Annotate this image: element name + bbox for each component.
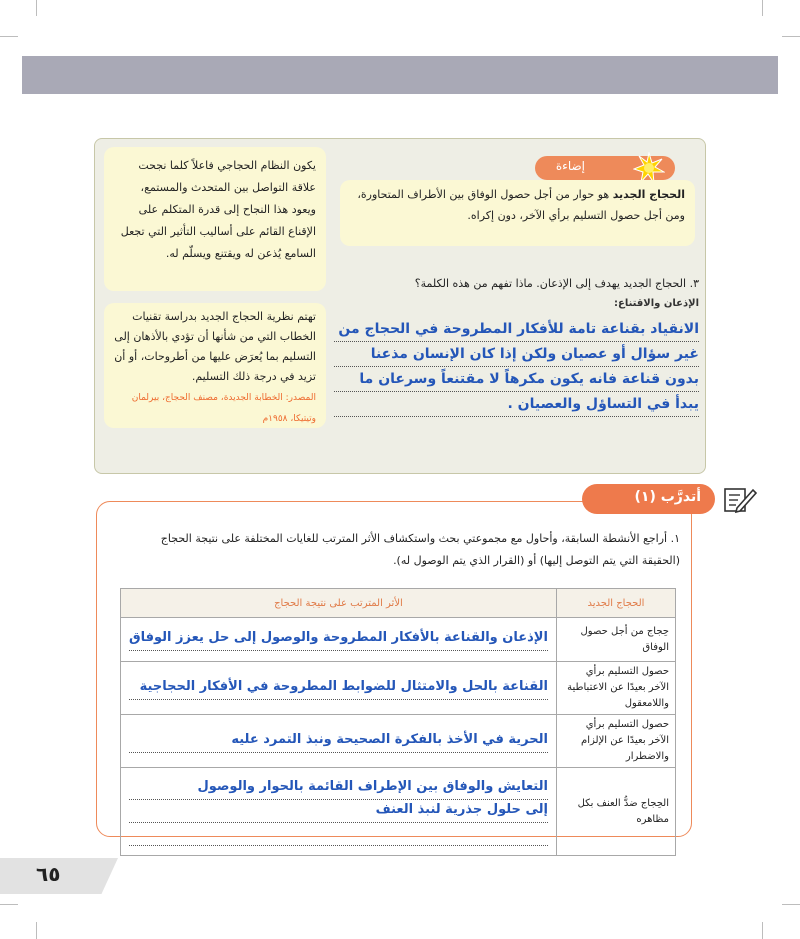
table-header-effect: الأثر المترتب على نتيجة الحجاج bbox=[121, 589, 557, 618]
illumination-card bbox=[340, 180, 695, 246]
table-row bbox=[121, 715, 676, 768]
answer-line: الإذعان والقناعة بالأفكار المطروحة والوصول إلى حل يعزز الوفاق bbox=[129, 628, 548, 651]
practice-table bbox=[120, 588, 676, 856]
crop-mark bbox=[762, 0, 763, 16]
side-note-1-text: يكون النظام الحجاجي فاعلاً كلما نجحت علاقة التواصل بين المتحدث والمستمع، ويعود هذا النجاح إلى قدرة المتكلم على الإقناع القائم على أساليب التأثير التي تجعل السامع يُذعن له ويقتنع ويسلّم له. bbox=[120, 159, 316, 260]
row-answer-cell bbox=[121, 768, 557, 856]
answer-line: يبدأ في التساؤل والعصيان . bbox=[334, 394, 699, 417]
row-label: حصول التسليم برأي الآخر بعيدًا عن الاعتباطية واللامعقول bbox=[556, 662, 675, 715]
illumination-tag-label: إضاءة bbox=[555, 159, 585, 173]
row-label: حصول التسليم برأي الآخر بعيدًا عن الإلزام والاضطرار bbox=[556, 715, 675, 768]
crop-mark bbox=[0, 904, 18, 905]
side-note-nizam bbox=[104, 147, 326, 291]
crop-mark bbox=[762, 922, 763, 939]
page-number: ٦٥ bbox=[36, 862, 61, 886]
crop-mark bbox=[0, 36, 18, 37]
illumination-term: الحجاج الجديد bbox=[612, 188, 685, 201]
row-answer-cell bbox=[121, 618, 557, 662]
row-answer-cell bbox=[121, 715, 557, 768]
crop-mark bbox=[782, 904, 800, 905]
table-row bbox=[121, 662, 676, 715]
answer-label: الإذعان والاقتناع: bbox=[614, 298, 699, 309]
side-note-theory bbox=[104, 303, 326, 428]
answer-line: التعايش والوفاق بين الإطراف القائمة بالحوار والوصول bbox=[129, 777, 548, 800]
answer-line bbox=[129, 823, 548, 846]
answer-line: بدون قناعة فانه يكون مكرهاً لا مقتنعاً وسرعان ما bbox=[334, 369, 699, 392]
answer-line: الحرية في الأخذ بالفكرة الصحيحة ونبذ التمرد عليه bbox=[129, 730, 548, 753]
row-label: حِجاج من أجل حصول الوفاق bbox=[556, 618, 675, 662]
illumination-tag bbox=[535, 156, 675, 180]
table-header-row bbox=[121, 589, 676, 618]
practice-tab bbox=[582, 484, 715, 514]
crop-mark bbox=[36, 922, 37, 939]
table-header-new-argument: الحجاج الجديد bbox=[556, 589, 675, 618]
table-row bbox=[121, 768, 676, 856]
answer-line: القناعة بالحل والامتثال للضوابط المطروحة في الأفكار الحجاجية bbox=[129, 677, 548, 700]
answer-line: الانقياد بقناعة تامة للأفكار المطروحة في الحجاج من bbox=[334, 319, 699, 342]
answer-line: إلى حلول جذرية لنبذ العنف bbox=[129, 800, 548, 823]
side-note-2-text: تهتم نظرية الحجاج الجديد بدراسة تقنيات الخطاب التي من شأنها أن تؤدي بالأذهان إلى التسليم بما يُعرَض عليها من أطروحات، أو أن تزيد في درجة ذلك التسليم. bbox=[114, 310, 316, 383]
pencil-paper-icon bbox=[723, 486, 757, 514]
header-banner bbox=[22, 56, 778, 94]
question-3: ٣. الحجاج الجديد يهدف إلى الإذعان. ماذا تفهم من هذه الكلمة؟ bbox=[414, 277, 699, 290]
practice-title: أتدرَّب (١) bbox=[634, 489, 701, 505]
practice-instruction: ١. أراجع الأنشطة السابقة، وأحاول مع مجموعتي بحث واستكشاف الأثر المترتب للغايات المختلفة على نتيجة الحجاج (الحقيقة التي يتم التوصل إليها) أو (القرار الذي يتم الوصول له). bbox=[160, 532, 680, 567]
crop-mark bbox=[36, 0, 37, 16]
crop-mark bbox=[782, 36, 800, 37]
side-note-2-source: المصدر: الخطابة الجديدة، مصنف الحجاج، بيرلمان وتيتيكا، ١٩٥٨م bbox=[131, 393, 316, 424]
row-answer-cell bbox=[121, 662, 557, 715]
illumination-definition: هو حوار من أجل حصول الوفاق بين الأطراف المتحاورة، ومن أجل حصول التسليم برأي الآخر، دون إكراه. bbox=[357, 188, 685, 222]
table-row bbox=[121, 618, 676, 662]
row-label: الحِجاج ضدُّ العنف بكل مظاهره bbox=[556, 768, 675, 856]
answer-line: غير سؤال أو عصيان ولكن إذا كان الإنسان مذعنا bbox=[334, 344, 699, 367]
